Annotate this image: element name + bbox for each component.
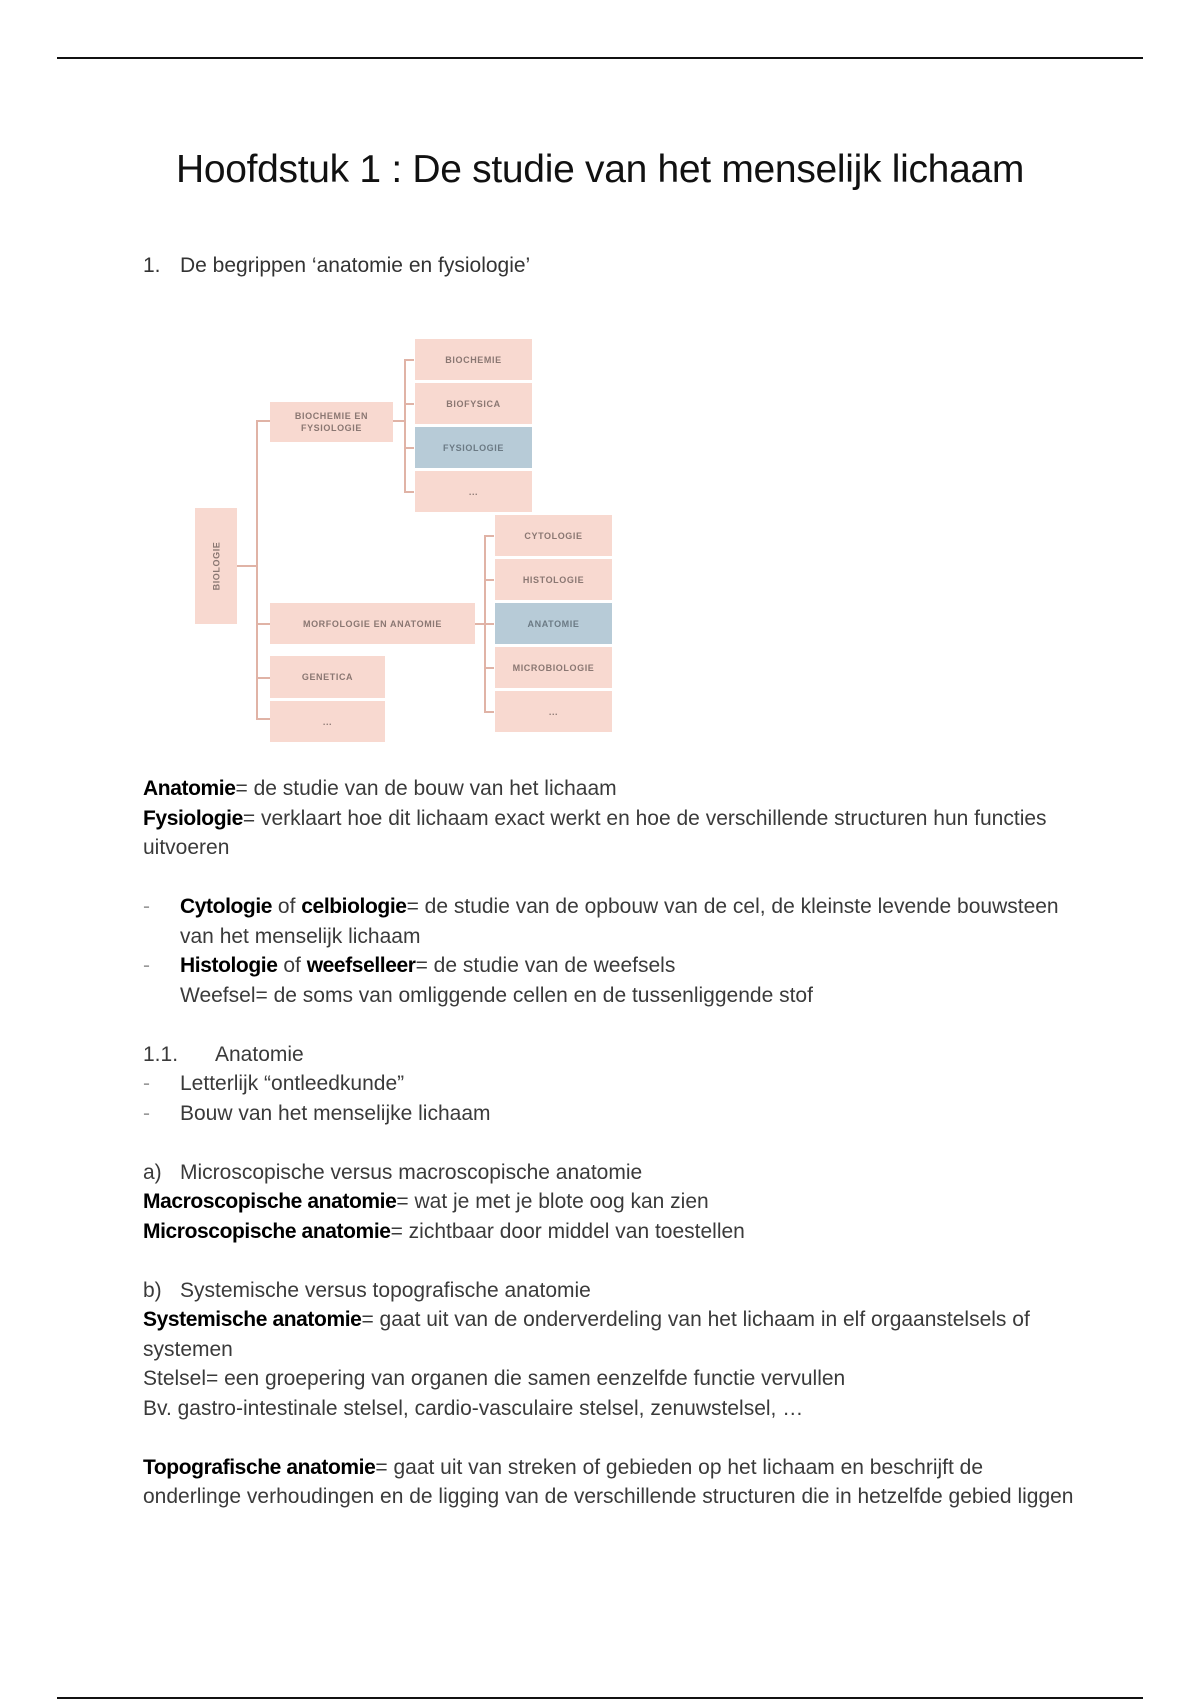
example-line: Bv. gastro-intestinale stelsel, cardio-vasculaire stelsel, zenuwstelsel, …	[143, 1396, 804, 1420]
definition-weefsel: Weefsel= de soms van omliggende cellen en de tussenliggende stof	[180, 983, 813, 1007]
diagram-node-label: BIOCHEMIE EN FYSIOLOGIE	[294, 411, 369, 433]
diagram-node-leaf	[495, 691, 612, 732]
diagram-node-leaf	[415, 339, 532, 380]
term: Topografische anatomie	[143, 1455, 376, 1479]
definition-fysiologie	[143, 804, 1083, 863]
connector	[484, 623, 494, 625]
connector	[237, 565, 257, 567]
definition: = zichtbaar door middel van toestellen	[390, 1219, 745, 1243]
body-text	[143, 774, 1083, 1512]
connector	[256, 677, 270, 679]
definition-stelsel: Stelsel= een groepering van organen die samen eenzelfde functie vervullen	[143, 1367, 846, 1390]
definition-macroscopisch	[143, 1187, 1083, 1217]
connector	[256, 623, 270, 625]
term: Macroscopische anatomie	[143, 1190, 397, 1213]
term: celbiologie	[301, 895, 407, 918]
connector-word: of	[272, 895, 302, 918]
definition: = de studie van de bouw van het lichaam	[235, 777, 617, 800]
definition: = gaat uit van streken of gebieden op het lichaam en beschrijft de onderlinge verhoudingen en de ligging van de verschillende structuren die in hetzelfde gebied liggen	[143, 1455, 1074, 1508]
diagram-node-label: ANATOMIE	[527, 618, 580, 629]
section-title: Anatomie	[215, 1042, 304, 1066]
diagram-node-leaf	[495, 647, 612, 688]
bullet-dash: -	[143, 954, 150, 977]
section-heading-1	[143, 254, 530, 278]
term: Cytologie	[180, 895, 273, 918]
diagram-node-leaf	[495, 515, 612, 556]
bullet-dash: -	[143, 1101, 150, 1125]
diagram-node-label: HISTOLOGIE	[522, 574, 585, 585]
subsection-heading-a	[143, 1158, 1083, 1188]
page-title: Hoofdstuk 1 : De studie van het menselijk lichaam	[175, 148, 1025, 191]
term: Histologie	[180, 954, 278, 977]
diagram-node-label: ...	[468, 486, 479, 497]
diagram-node-label: FYSIOLOGIE	[442, 442, 504, 453]
term: Anatomie	[143, 777, 236, 800]
definition-microscopisch	[143, 1217, 1083, 1247]
diagram-node-label: MICROBIOLOGIE	[512, 662, 595, 673]
subsection-label: b)	[143, 1278, 162, 1302]
definition-anatomie	[143, 774, 1083, 804]
list-item	[143, 1069, 1083, 1099]
diagram-node-branch	[270, 656, 385, 698]
section-heading-1-1	[143, 1040, 1083, 1070]
connector	[484, 535, 494, 537]
list-item-text: Bouw van het menselijke lichaam	[180, 1101, 491, 1125]
diagram-node-label: ...	[322, 716, 333, 727]
definition: = gaat uit van de onderverdeling van het lichaam in elf orgaanstelsels of systemen	[143, 1308, 1030, 1361]
term: Systemische anatomie	[143, 1308, 362, 1331]
connector	[404, 403, 414, 405]
top-rule	[57, 57, 1143, 59]
bullet-dash: -	[143, 895, 150, 918]
diagram-node-label: ...	[548, 706, 559, 717]
diagram-node-label: BIOLOGIE	[211, 541, 221, 591]
connector	[404, 359, 406, 492]
subsection-label: a)	[143, 1160, 162, 1184]
connector	[256, 718, 270, 720]
connector	[484, 667, 494, 669]
diagram-node-branch	[270, 402, 393, 442]
subsection-title: Microscopische versus macroscopische anatomie	[180, 1160, 643, 1184]
definition: = verklaart hoe dit lichaam exact werkt en hoe de verschillende structuren hun functies uitvoeren	[143, 806, 1047, 859]
diagram-node-label: GENETICA	[301, 672, 354, 682]
subsection-title: Systemische versus topografische anatomie	[180, 1278, 591, 1302]
diagram-node-branch	[270, 603, 475, 644]
section-number: 1.1.	[143, 1042, 179, 1066]
diagram-node-leaf	[495, 559, 612, 600]
list-item	[143, 892, 1083, 951]
term: weefselleer	[306, 954, 416, 977]
definition: = wat je met je blote oog kan zien	[396, 1190, 709, 1213]
diagram-node-label: CYTOLOGIE	[524, 530, 583, 541]
diagram-node-label: MORFOLOGIE EN ANATOMIE	[302, 618, 443, 629]
diagram-node-root	[195, 508, 237, 624]
connector	[404, 359, 414, 361]
term: Fysiologie	[143, 806, 243, 830]
list-item	[143, 1099, 1083, 1129]
subsection-heading-b	[143, 1276, 1083, 1306]
definition: = de studie van de opbouw van de cel, de kleinste levende bouwsteen van het menselijk lichaam	[180, 895, 1059, 948]
term: Microscopische anatomie	[143, 1219, 391, 1243]
diagram-node-label: BIOFYSICA	[446, 398, 501, 409]
diagram-node-branch	[270, 701, 385, 742]
list-item	[143, 951, 1083, 1010]
section-title: De begrippen ‘anatomie en fysiologie’	[180, 254, 531, 277]
section-number: 1.	[143, 254, 161, 277]
bullet-dash: -	[143, 1072, 150, 1095]
diagram-node-leaf-highlighted	[495, 603, 612, 644]
diagram-node-leaf-highlighted	[415, 427, 532, 468]
connector	[484, 711, 494, 713]
diagram-node-label: BIOCHEMIE	[445, 354, 502, 365]
diagram-node-leaf	[415, 471, 532, 512]
connector	[484, 579, 494, 581]
connector	[404, 491, 414, 493]
diagram-node-leaf	[415, 383, 532, 424]
bottom-rule	[57, 1697, 1143, 1699]
connector	[404, 447, 414, 449]
connector	[256, 420, 258, 720]
connector	[256, 420, 270, 422]
definition-topografisch	[143, 1453, 1083, 1512]
connector-word: of	[277, 954, 307, 977]
definition-systemisch	[143, 1305, 1083, 1364]
definition: = de studie van de weefsels	[415, 954, 676, 977]
list-item-text: Letterlijk “ontleedkunde”	[180, 1072, 405, 1095]
